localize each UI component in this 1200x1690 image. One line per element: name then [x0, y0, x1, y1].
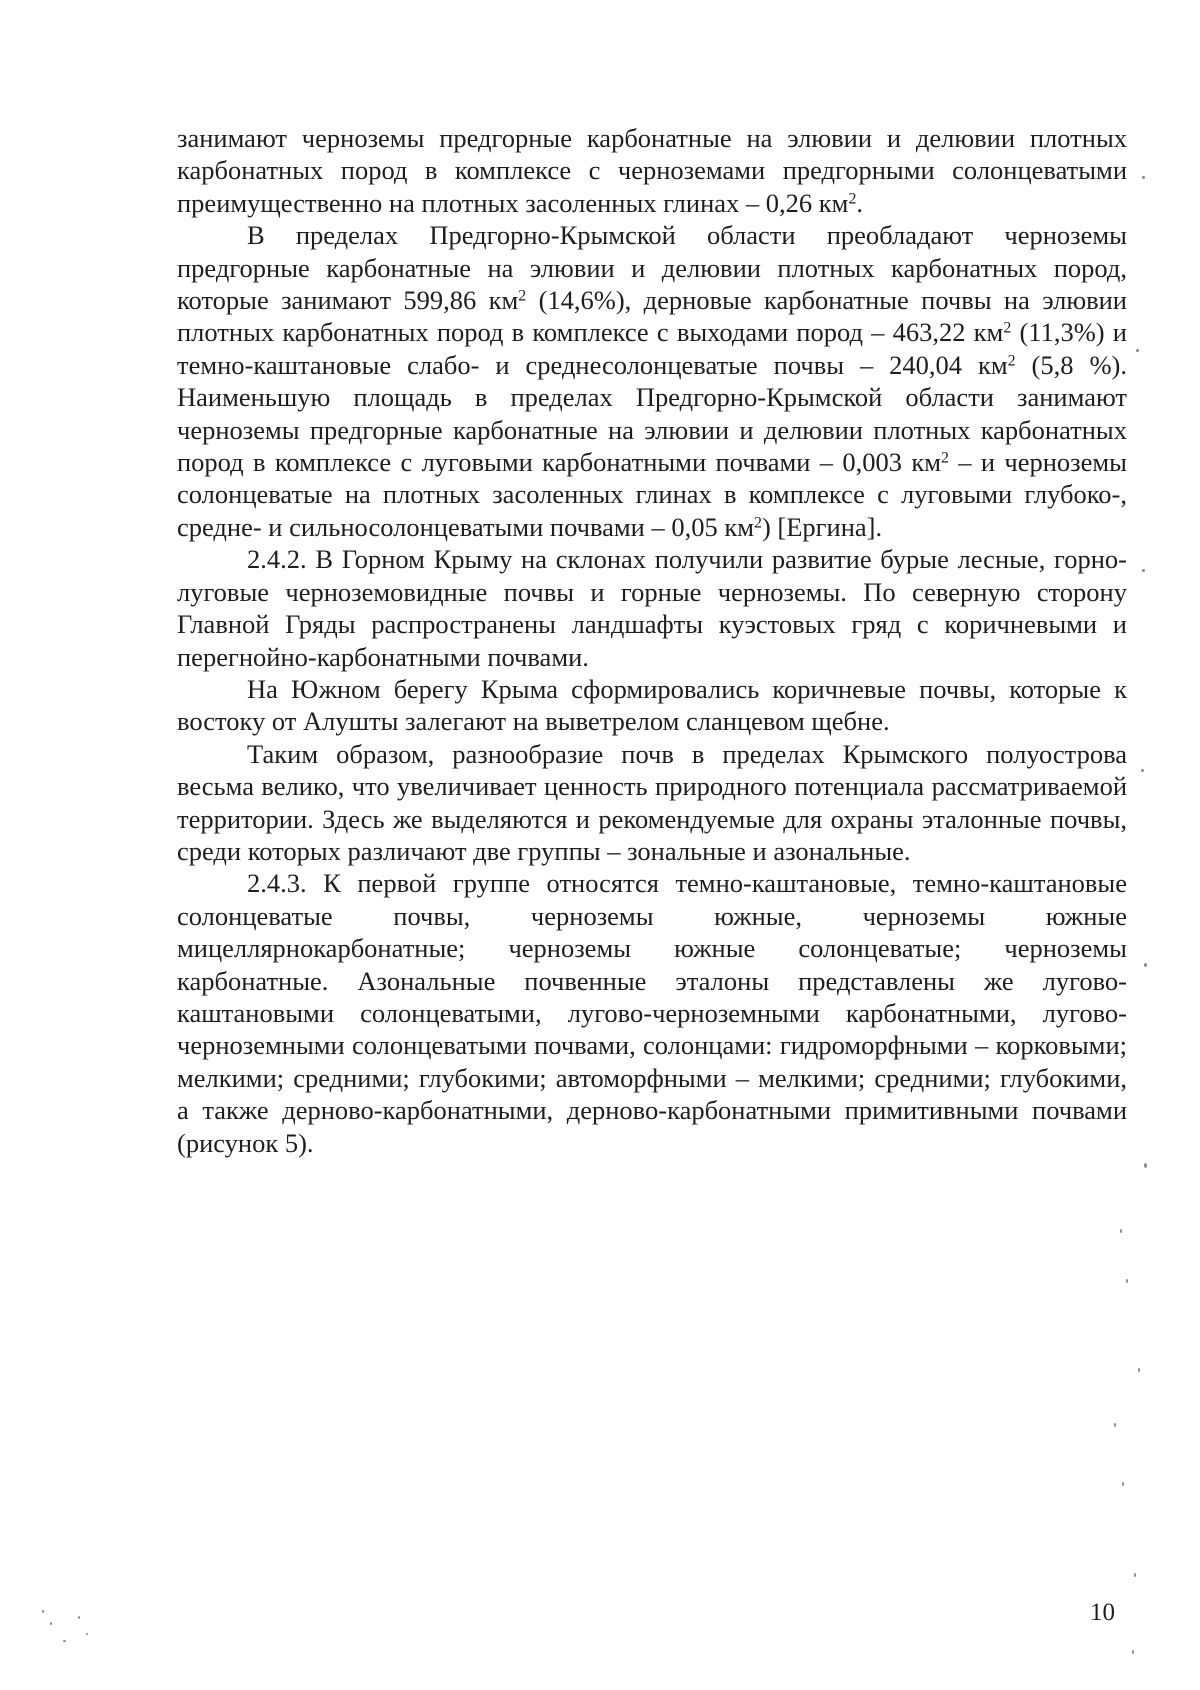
scan-speck [1126, 1279, 1128, 1283]
superscript: 2 [754, 514, 762, 532]
text-run: Таким образом, разнообразие почв в пределах Крымского полуострова весьма велико, что увеличивает ценность природного потенциала рассматриваемой территории. Здесь же выделяются и рекомендуемые для охраны эталонные почвы, среди которых различают две группы – зональные и азональные. [177, 738, 1127, 866]
scan-speck [78, 1616, 80, 1619]
scan-speck [1138, 1368, 1140, 1372]
scan-speck [1122, 1482, 1124, 1486]
text-run: (14,6%), дерновые карбонатные почвы на элювии плотных карбонатных пород в комплексе с выходами пород – 463,22 км [177, 285, 1127, 348]
scan-speck [1120, 1229, 1122, 1233]
text-run: 2.4.3. К первой группе относятся темно-каштановые, темно-каштановые солонцеватые почвы, черноземы южные, черноземы южные мицеллярнокарбонатные; черноземы южные солонцеватые; черноземы карбонатные. Азональные почвенные эталоны представлены же лугово-каштановыми солонцеватыми, лугово-черноземными карбонатными, лугово-черноземными солонцеватыми почвами, солонцами: гидроморфными – корковыми; мелкими; средними; глубокими; автоморфными – мелкими; средними; глубокими, а также дерново-карбонатными, дерново-карбонатными примитивными почвами (рисунок 5). [177, 868, 1127, 1158]
superscript: 2 [1007, 352, 1016, 370]
scan-speck [1144, 963, 1147, 967]
body-text [177, 122, 1127, 1159]
scan-speck [86, 1633, 88, 1635]
text-run: – и черноземы солонцеватые на плотных засоленных глинах в комплексе с луговыми глубоко-, средне- и сильносолонцеватыми почвами – 0,05 км [177, 447, 1127, 542]
text-run: В пределах Предгорно-Крымской области преобладают черноземы предгорные карбонатные на элювии и делювии плотных карбонатных пород, которые занимают 599,86 км [177, 220, 1127, 316]
scan-speck [1144, 1163, 1147, 1168]
superscript: 2 [1003, 319, 1012, 337]
text-run: (5,8 %). Наименьшую площадь в пределах Предгорно-Крымской области занимают черноземы предгорные карбонатные на элювии и делювии плотных карбонатных пород в комплексе с луговыми карбонатными почвами – 0,003 км [177, 349, 1127, 478]
scan-speck [1142, 569, 1145, 572]
text-run: занимают черноземы предгорные карбонатные на элювии и делювии плотных карбонатных пород в комплексе с черноземами предгорными солонцеватыми преимущественно на плотных засоленных глинах – 0,26 км [177, 123, 1127, 218]
text-run: ) [Ергина]. [761, 511, 883, 542]
paragraph [177, 122, 1127, 219]
superscript: 2 [848, 190, 857, 208]
paragraph [177, 543, 1127, 673]
scan-speck [1114, 1423, 1116, 1427]
scan-speck [1141, 769, 1144, 772]
scan-speck [1142, 176, 1145, 179]
paragraph [177, 738, 1127, 868]
scan-speck [1136, 349, 1139, 352]
page-number: 10 [1090, 1599, 1115, 1626]
scan-speck [1134, 1573, 1136, 1577]
paragraph [177, 219, 1127, 543]
text-run: 2.4.2. В Горном Крыму на склонах получили развитие бурые лесные, горно-луговые черноземовидные почвы и горные черноземы. По северную сторону Главной Гряды распространены ландшафты куэстовых гряд с коричневыми и перегнойно-карбонатными почвами. [177, 544, 1127, 672]
text-run: (11,3%) и темно-каштановые слабо- и среднесолонцеватые почвы – 240,04 км [177, 317, 1127, 380]
scan-speck [63, 1640, 66, 1642]
superscript: 2 [518, 287, 527, 305]
text-run: . [856, 187, 864, 218]
paragraph [177, 867, 1127, 1159]
paragraph [177, 673, 1127, 738]
text-run: На Южном берегу Крыма сформировались коричневые почвы, которые к востоку от Алушты залегают на выветрелом сланцевом щебне. [177, 673, 1127, 737]
scan-speck [1132, 1650, 1134, 1654]
superscript: 2 [940, 449, 949, 467]
scan-speck [42, 1610, 44, 1613]
scan-speck [50, 1622, 52, 1625]
